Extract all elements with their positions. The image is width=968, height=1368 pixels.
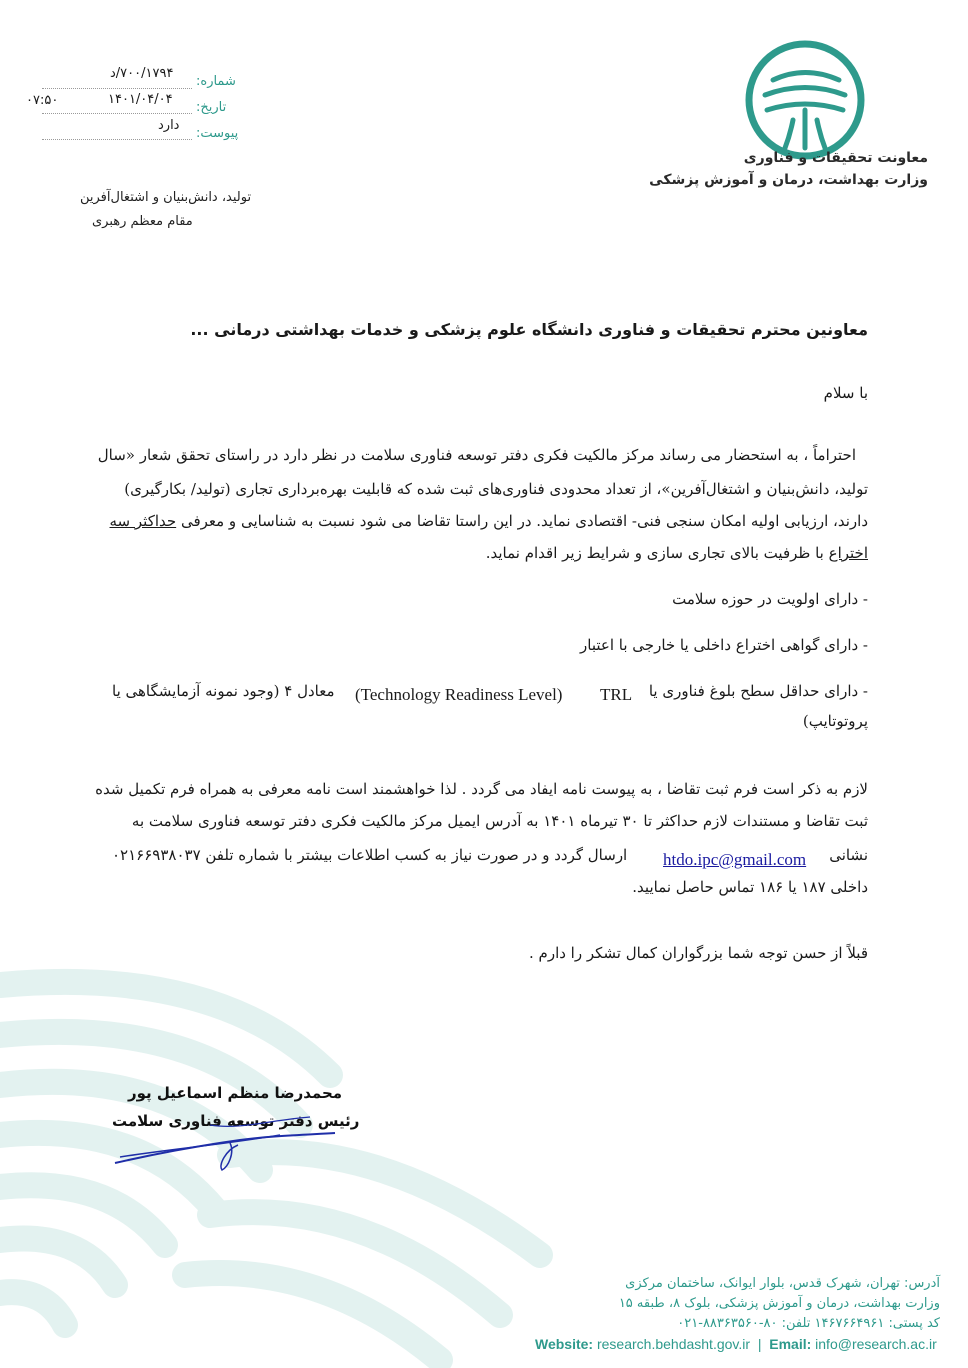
condition-3-trl: TRL (600, 685, 633, 704)
org-name-line1: معاونت تحقیقات و فناوری (743, 150, 928, 166)
contact-email-link[interactable]: htdo.ipc@gmail.com (663, 850, 807, 869)
letter-date: ۱۴۰۱/۰۴/۰۴ (108, 92, 173, 107)
letter-number: ۷۰۰/۱۷۹۴/د (110, 66, 174, 81)
body-p1-line3 (110, 506, 868, 536)
salutation-heading: معاونین محترم تحقیقات و فناوری دانشگاه علوم پزشکی و خدمات بهداشتی درمانی ... (190, 320, 868, 339)
body-p2-line3a: نشانی (829, 846, 868, 864)
body-p1-line3-text: دارند، ارزیابی اولیه امکان سنجی فنی- اقتصادی نماید. در این راستا تقاضا می شود نسبت به شناسایی و معرفی (180, 512, 868, 530)
organization-logo-icon (735, 40, 875, 160)
body-p1-line2: تولید، دانش‌بنیان و اشتغال‌آفرین»، از تعداد محدودی فناوری‌های ثبت شده که قابلیت بهره‌برداری تجاری (تولید/ بکارگیری) (124, 480, 868, 498)
body-p1-line1: احتراماً ، به استحضار می رساند مرکز مالکیت فکری دفتر توسعه فناوری سلامت در نظر دارد در راستای تحقق شعار «سال (97, 446, 856, 464)
date-label: تاریخ: (196, 100, 227, 115)
condition-2: - دارای گواهی اختراع داخلی یا خارجی با اعتبار (580, 636, 868, 654)
body-p2-line4: داخلی ۱۸۷ یا ۱۸۶ تماس حاصل نمایید. (632, 878, 868, 896)
recipient-line2: مقام معظم رهبری (92, 214, 193, 229)
org-name-line2: وزارت بهداشت، درمان و آموزش پزشکی (649, 172, 928, 188)
footer-address-line1: آدرس: تهران، شهرک قدس، بلوار ایوانک، ساختمان مرکزی (625, 1276, 940, 1291)
handwritten-signature-icon (110, 1105, 350, 1175)
condition-1: - دارای اولویت در حوزه سلامت (672, 590, 868, 608)
number-label: شماره: (196, 74, 236, 89)
body-p2-line1: لازم به ذکر است فرم ثبت تقاضا ، به پیوست نامه ایفاد می گردد . لذا خواهشمند است نامه معرفی به همراه فرم تکمیل شده (95, 780, 868, 798)
attachment-label: پیوست: (196, 126, 239, 141)
body-max-three-underlined: حداکثر سه (109, 512, 177, 530)
number-dots (42, 88, 192, 89)
attachment-dots (42, 139, 192, 140)
recipient-line1: تولید، دانش‌بنیان و اشتغال‌آفرین (80, 190, 252, 205)
body-p1-line4-text: با ظرفیت بالای تجاری سازی و شرایط زیر اقدام نماید. (485, 544, 824, 562)
signer-title: رئیس دفتر توسعه فناوری سلامت (112, 1112, 360, 1130)
condition-3-part1: - دارای حداقل سطح بلوغ فناوری یا (648, 682, 868, 700)
date-dots (42, 113, 192, 114)
condition-3-part3: پروتوتایپ) (802, 712, 868, 730)
website-link[interactable]: research.behdasht.gov.ir (596, 1336, 751, 1352)
condition-3-part2: معادل ۴ (وجود نمونه آزمایشگاهی یا (112, 682, 335, 700)
attachment-value: دارد (158, 118, 180, 133)
body-p2-line3b: ارسال گردد و در صورت نیاز به کسب اطلاعات بیشتر با شماره تلفن ۰۲۱۶۶۹۳۸۰۳۷ (112, 846, 628, 864)
footer-address-line2: وزارت بهداشت، درمان و آموزش پزشکی، بلوک ۸، طبقه ۱۵ (618, 1296, 940, 1311)
website-label: Website: (535, 1336, 594, 1352)
footer-postal-phone: کد پستی: ۱۴۶۷۶۶۴۹۶۱ تلفن: ۸۰-۸۸۳۶۳۵۶۰-۰۲۱ (677, 1316, 940, 1331)
greeting: با سلام (823, 384, 868, 402)
body-p2-line2: ثبت تقاضا و مستندات لازم حداکثر تا ۳۰ تیرماه ۱۴۰۱ به آدرس ایمیل مرکز مالکیت فکری دفتر توسعه فناوری سلامت به (131, 812, 868, 830)
body-invention-underlined: اختراع (828, 544, 868, 562)
signer-name: محمدرضا منظم اسماعیل پور (128, 1084, 343, 1102)
body-p1-line4 (486, 538, 868, 568)
email-label: Email: (769, 1336, 812, 1352)
closing-line: قبلاً از حسن توجه شما بزرگواران کمال تشکر را دارم . (529, 944, 868, 962)
footer-email-link[interactable]: info@research.ac.ir (815, 1336, 937, 1352)
footer-web-line: Website: research.behdasht.gov.ir | Email: info@research.ac.ir (535, 1336, 937, 1352)
letter-time: ۰۷:۵۰ (26, 93, 59, 108)
condition-3-trl-full: (Technology Readiness Level) (355, 685, 563, 704)
